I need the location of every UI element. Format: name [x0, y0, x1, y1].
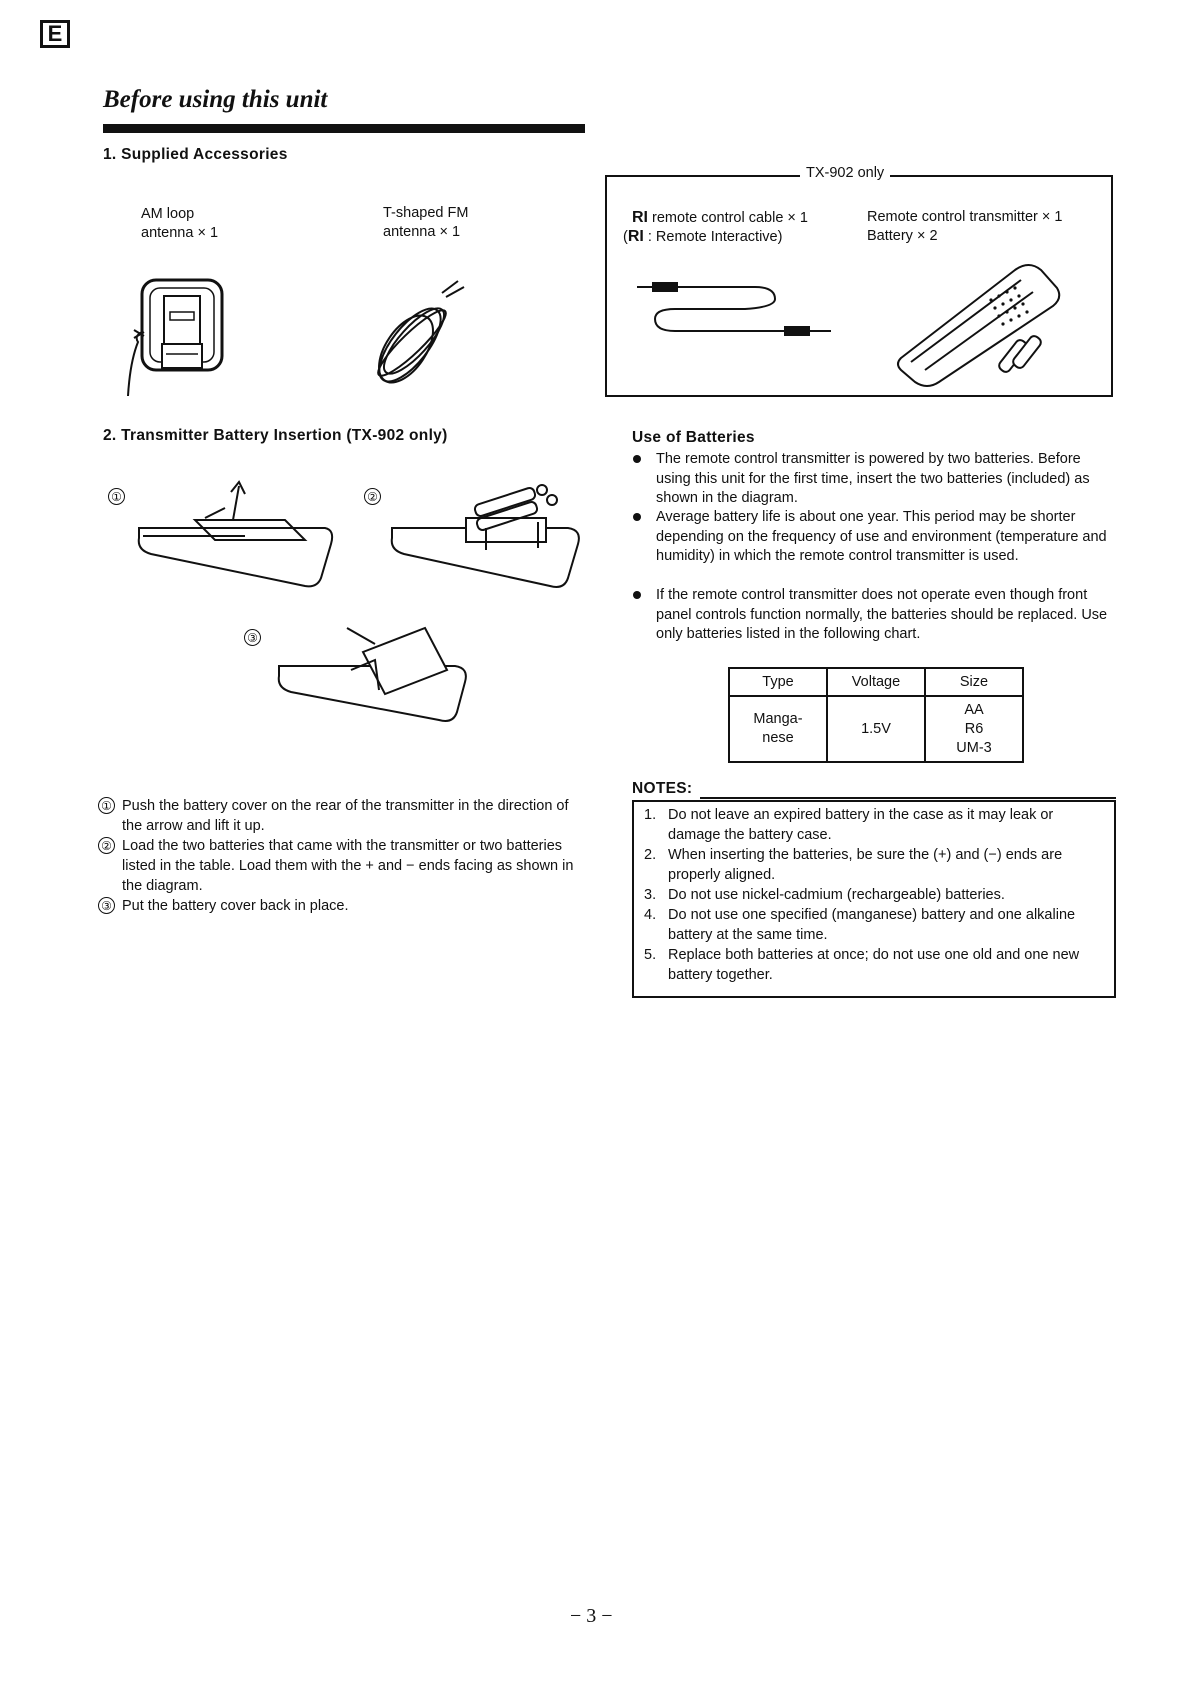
step-2-text: ② Load the two batteries that came with the transmitter or two batteries listed in the table. Load them with the + and − ends facing as shown in the diagram. [98, 836, 586, 896]
list-item: The remote control transmitter is powered by two batteries. Before using this unit for the first time, insert the two batteries (included) as shown in the diagram. [656, 451, 1090, 506]
remote-transmitter-label: Remote control transmitter × 1 Battery × 2 [867, 209, 1063, 244]
figure-3-label: ③ [244, 629, 261, 646]
note-item: 3. Do not use nickel-cadmium (rechargeable) batteries. [644, 887, 1005, 903]
note-item: 2. When inserting the batteries, be sure the (+) and (−) ends are properly aligned. [644, 847, 1063, 883]
list-item: Average battery life is about one year. This period may be shorter depending on the frequency of use and environment (temperature and humidity) in which the remote control transmitter is used. [656, 509, 1107, 564]
am-loop-antenna-illustration [120, 272, 250, 402]
step-1-illustration [135, 480, 335, 590]
am-antenna-label: AM loop antenna × 1 [141, 206, 219, 241]
figure-1-label: ① [108, 488, 125, 505]
ri-logo: RI [627, 228, 644, 245]
step-3-illustration [275, 620, 475, 730]
table-cell-type: Manga- nese [729, 696, 827, 762]
note-item: 5. Replace both batteries at once; do not use one old and one new battery together. [644, 947, 1080, 983]
bullet-icon [633, 513, 641, 521]
bullet-icon [633, 455, 641, 463]
tx902-only-label: TX-902 only [800, 165, 890, 181]
ri-cable-illustration [635, 275, 845, 345]
step-3-text: ③ Put the battery cover back in place. [98, 896, 586, 918]
page-title: Before using this unit [103, 86, 328, 113]
table-header: Voltage [827, 668, 925, 696]
supplied-accessories-heading: 1. Supplied Accessories [103, 146, 288, 163]
fm-antenna-label: T-shaped FM antenna × 1 [383, 205, 469, 240]
ri-note-label: (RI : Remote Interactive) [623, 228, 783, 245]
ri-logo: RI [632, 209, 648, 226]
remote-control-illustration [895, 258, 1075, 388]
table-cell-size: AA R6 UM-3 [925, 696, 1023, 762]
table-header: Size [925, 668, 1023, 696]
page-number: − 3 − [570, 1605, 613, 1627]
note-item: 1. Do not leave an expired battery in the case as it may leak or damage the battery case. [644, 807, 1054, 843]
step-2-illustration [388, 478, 588, 593]
table-cell-voltage: 1.5V [827, 696, 925, 762]
ri-cable-label: RI remote control cable × 1 [632, 209, 808, 226]
use-of-batteries-heading: Use of Batteries [632, 429, 755, 446]
list-item: If the remote control transmitter does not operate even though front panel controls function normally, the batteries should be replaced. Use only batteries listed in the following chart. [656, 587, 1108, 642]
language-badge: E [40, 20, 70, 48]
use-of-batteries-list [632, 450, 1122, 660]
note-item: 4. Do not use one specified (manganese) battery and one alkaline battery at the same time. [644, 907, 1076, 943]
step-1-text: ① Push the battery cover on the rear of the transmitter in the direction of the arrow and lift it up. [98, 796, 586, 836]
notes-heading-rule [700, 797, 1116, 799]
table-header: Type [729, 668, 827, 696]
fm-antenna-illustration [360, 275, 480, 395]
battery-type-table [728, 667, 1024, 763]
bullet-icon [633, 591, 641, 599]
figure-2-label: ② [364, 488, 381, 505]
battery-insertion-heading: 2. Transmitter Battery Insertion (TX-902 only) [103, 427, 448, 444]
notes-heading: NOTES: [632, 780, 693, 797]
title-rule [103, 124, 585, 133]
